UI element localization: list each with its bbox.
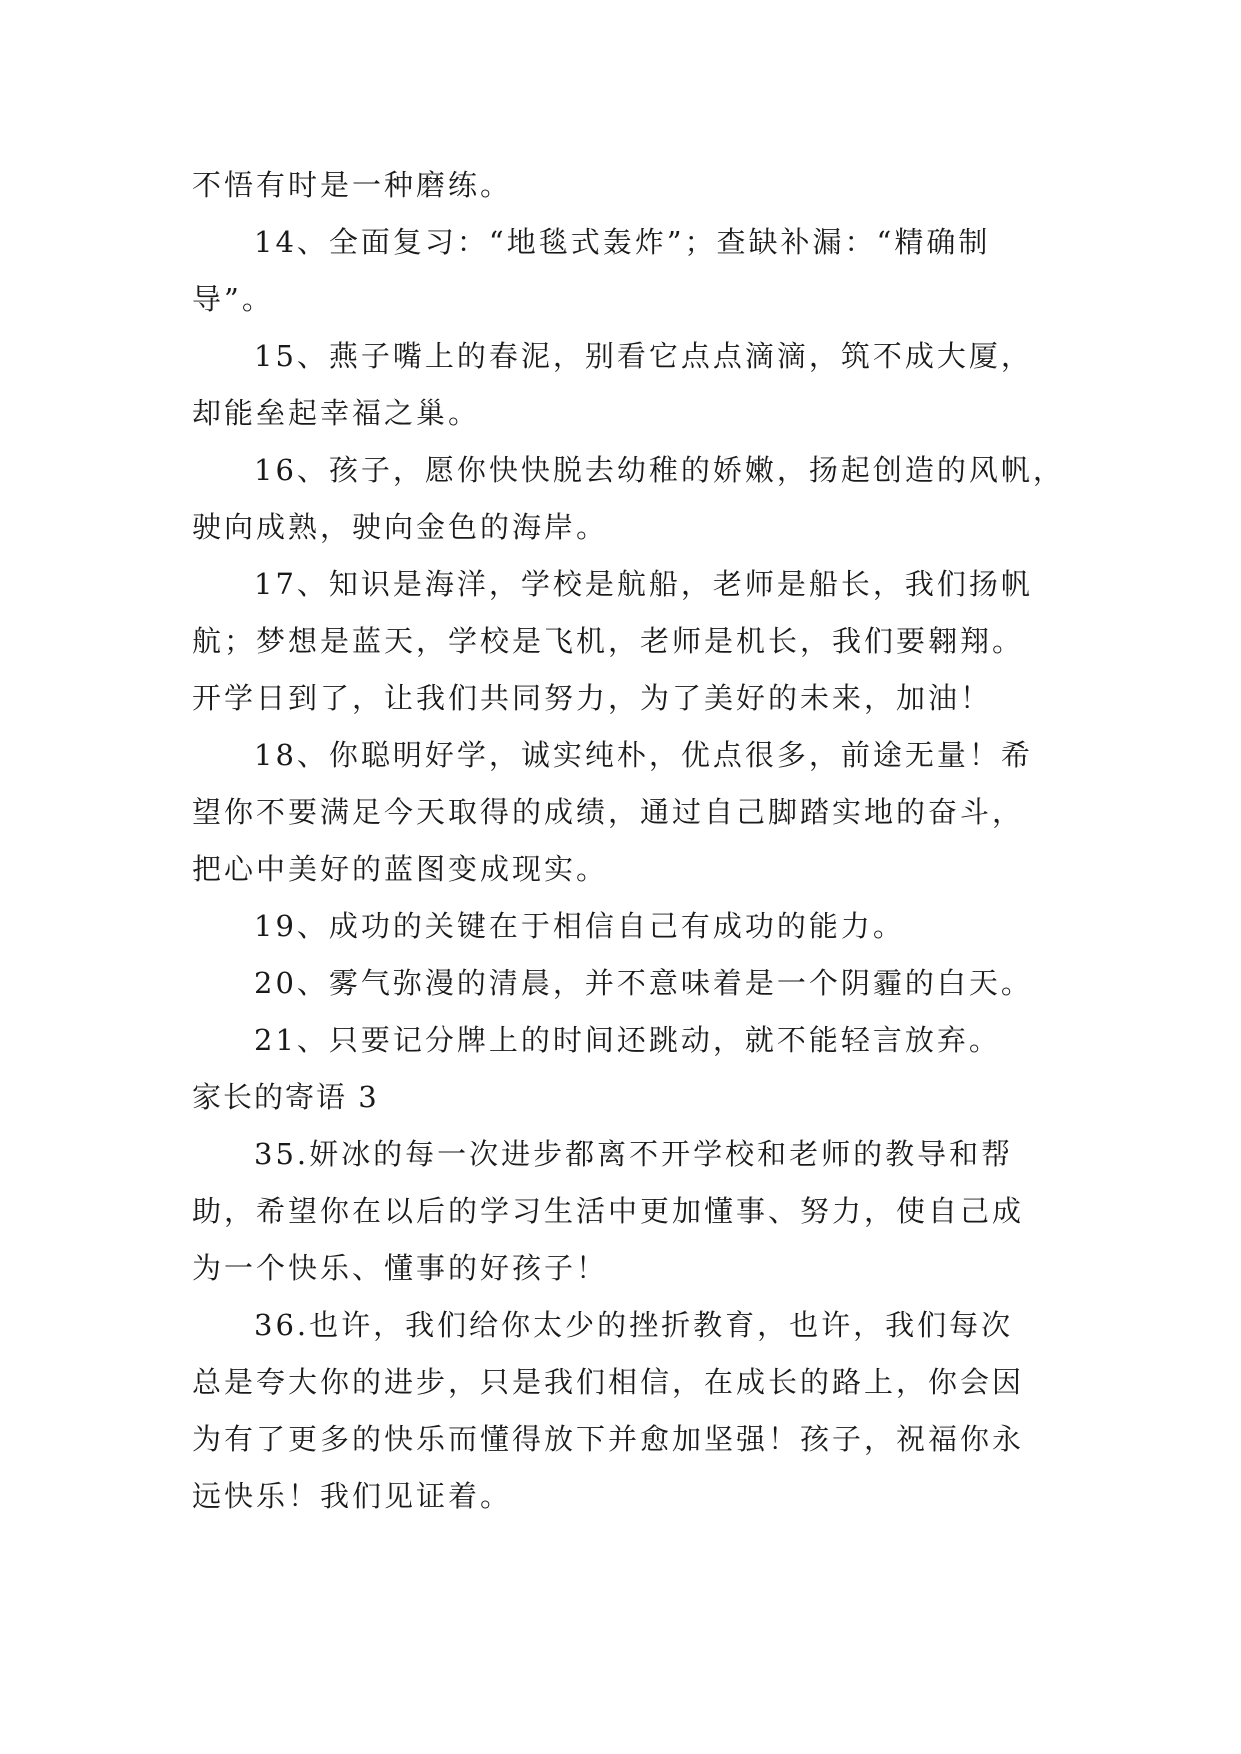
text-line: 却能垒起幸福之巢。 xyxy=(192,396,481,430)
text-line: 16、孩子，愿你快快脱去幼稚的娇嫩，扬起创造的风帆， xyxy=(254,453,1065,487)
text-line: 为有了更多的快乐而懂得放下并愈加坚强！孩子，祝福你永 xyxy=(192,1422,1025,1456)
text-line: 开学日到了，让我们共同努力，为了美好的未来，加油！ xyxy=(192,681,993,715)
text-line: 15、燕子嘴上的春泥，别看它点点滴滴，筑不成大厦， xyxy=(254,339,1033,373)
text-line: 驶向成熟，驶向金色的海岸。 xyxy=(192,510,609,544)
text-line: 36.也许，我们给你太少的挫折教育，也许，我们每次 xyxy=(254,1308,1014,1342)
text-line: 把心中美好的蓝图变成现实。 xyxy=(192,852,609,886)
document-body xyxy=(192,157,1072,1525)
text-line: 19、成功的关键在于相信自己有成功的能力。 xyxy=(254,909,905,943)
text-line: 17、知识是海洋，学校是航船，老师是船长，我们扬帆 xyxy=(254,567,1033,601)
text-line: 助，希望你在以后的学习生活中更加懂事、努力，使自己成 xyxy=(192,1194,1025,1228)
text-line: 不悟有时是一种磨练。 xyxy=(192,168,513,202)
text-line: 望你不要满足今天取得的成绩，通过自己脚踏实地的奋斗， xyxy=(192,795,1025,829)
text-line: 35.妍冰的每一次进步都离不开学校和老师的教导和帮 xyxy=(254,1137,1014,1171)
text-line: 导”。 xyxy=(192,282,274,316)
text-line: 20、雾气弥漫的清晨，并不意味着是一个阴霾的白天。 xyxy=(254,966,1033,1000)
text-line: 总是夸大你的进步，只是我们相信，在成长的路上，你会因 xyxy=(192,1365,1025,1399)
text-line: 远快乐！我们见证着。 xyxy=(192,1479,513,1513)
section-heading: 家长的寄语 3 xyxy=(192,1080,379,1114)
text-line: 14、全面复习：“地毯式轰炸”；查缺补漏：“精确制 xyxy=(254,225,991,259)
text-line: 18、你聪明好学，诚实纯朴，优点很多，前途无量！希 xyxy=(254,738,1033,772)
text-line: 为一个快乐、懂事的好孩子！ xyxy=(192,1251,609,1285)
text-line: 航；梦想是蓝天，学校是飞机，老师是机长，我们要翱翔。 xyxy=(192,624,1025,658)
text-line: 21、只要记分牌上的时间还跳动，就不能轻言放弃。 xyxy=(254,1023,1001,1057)
